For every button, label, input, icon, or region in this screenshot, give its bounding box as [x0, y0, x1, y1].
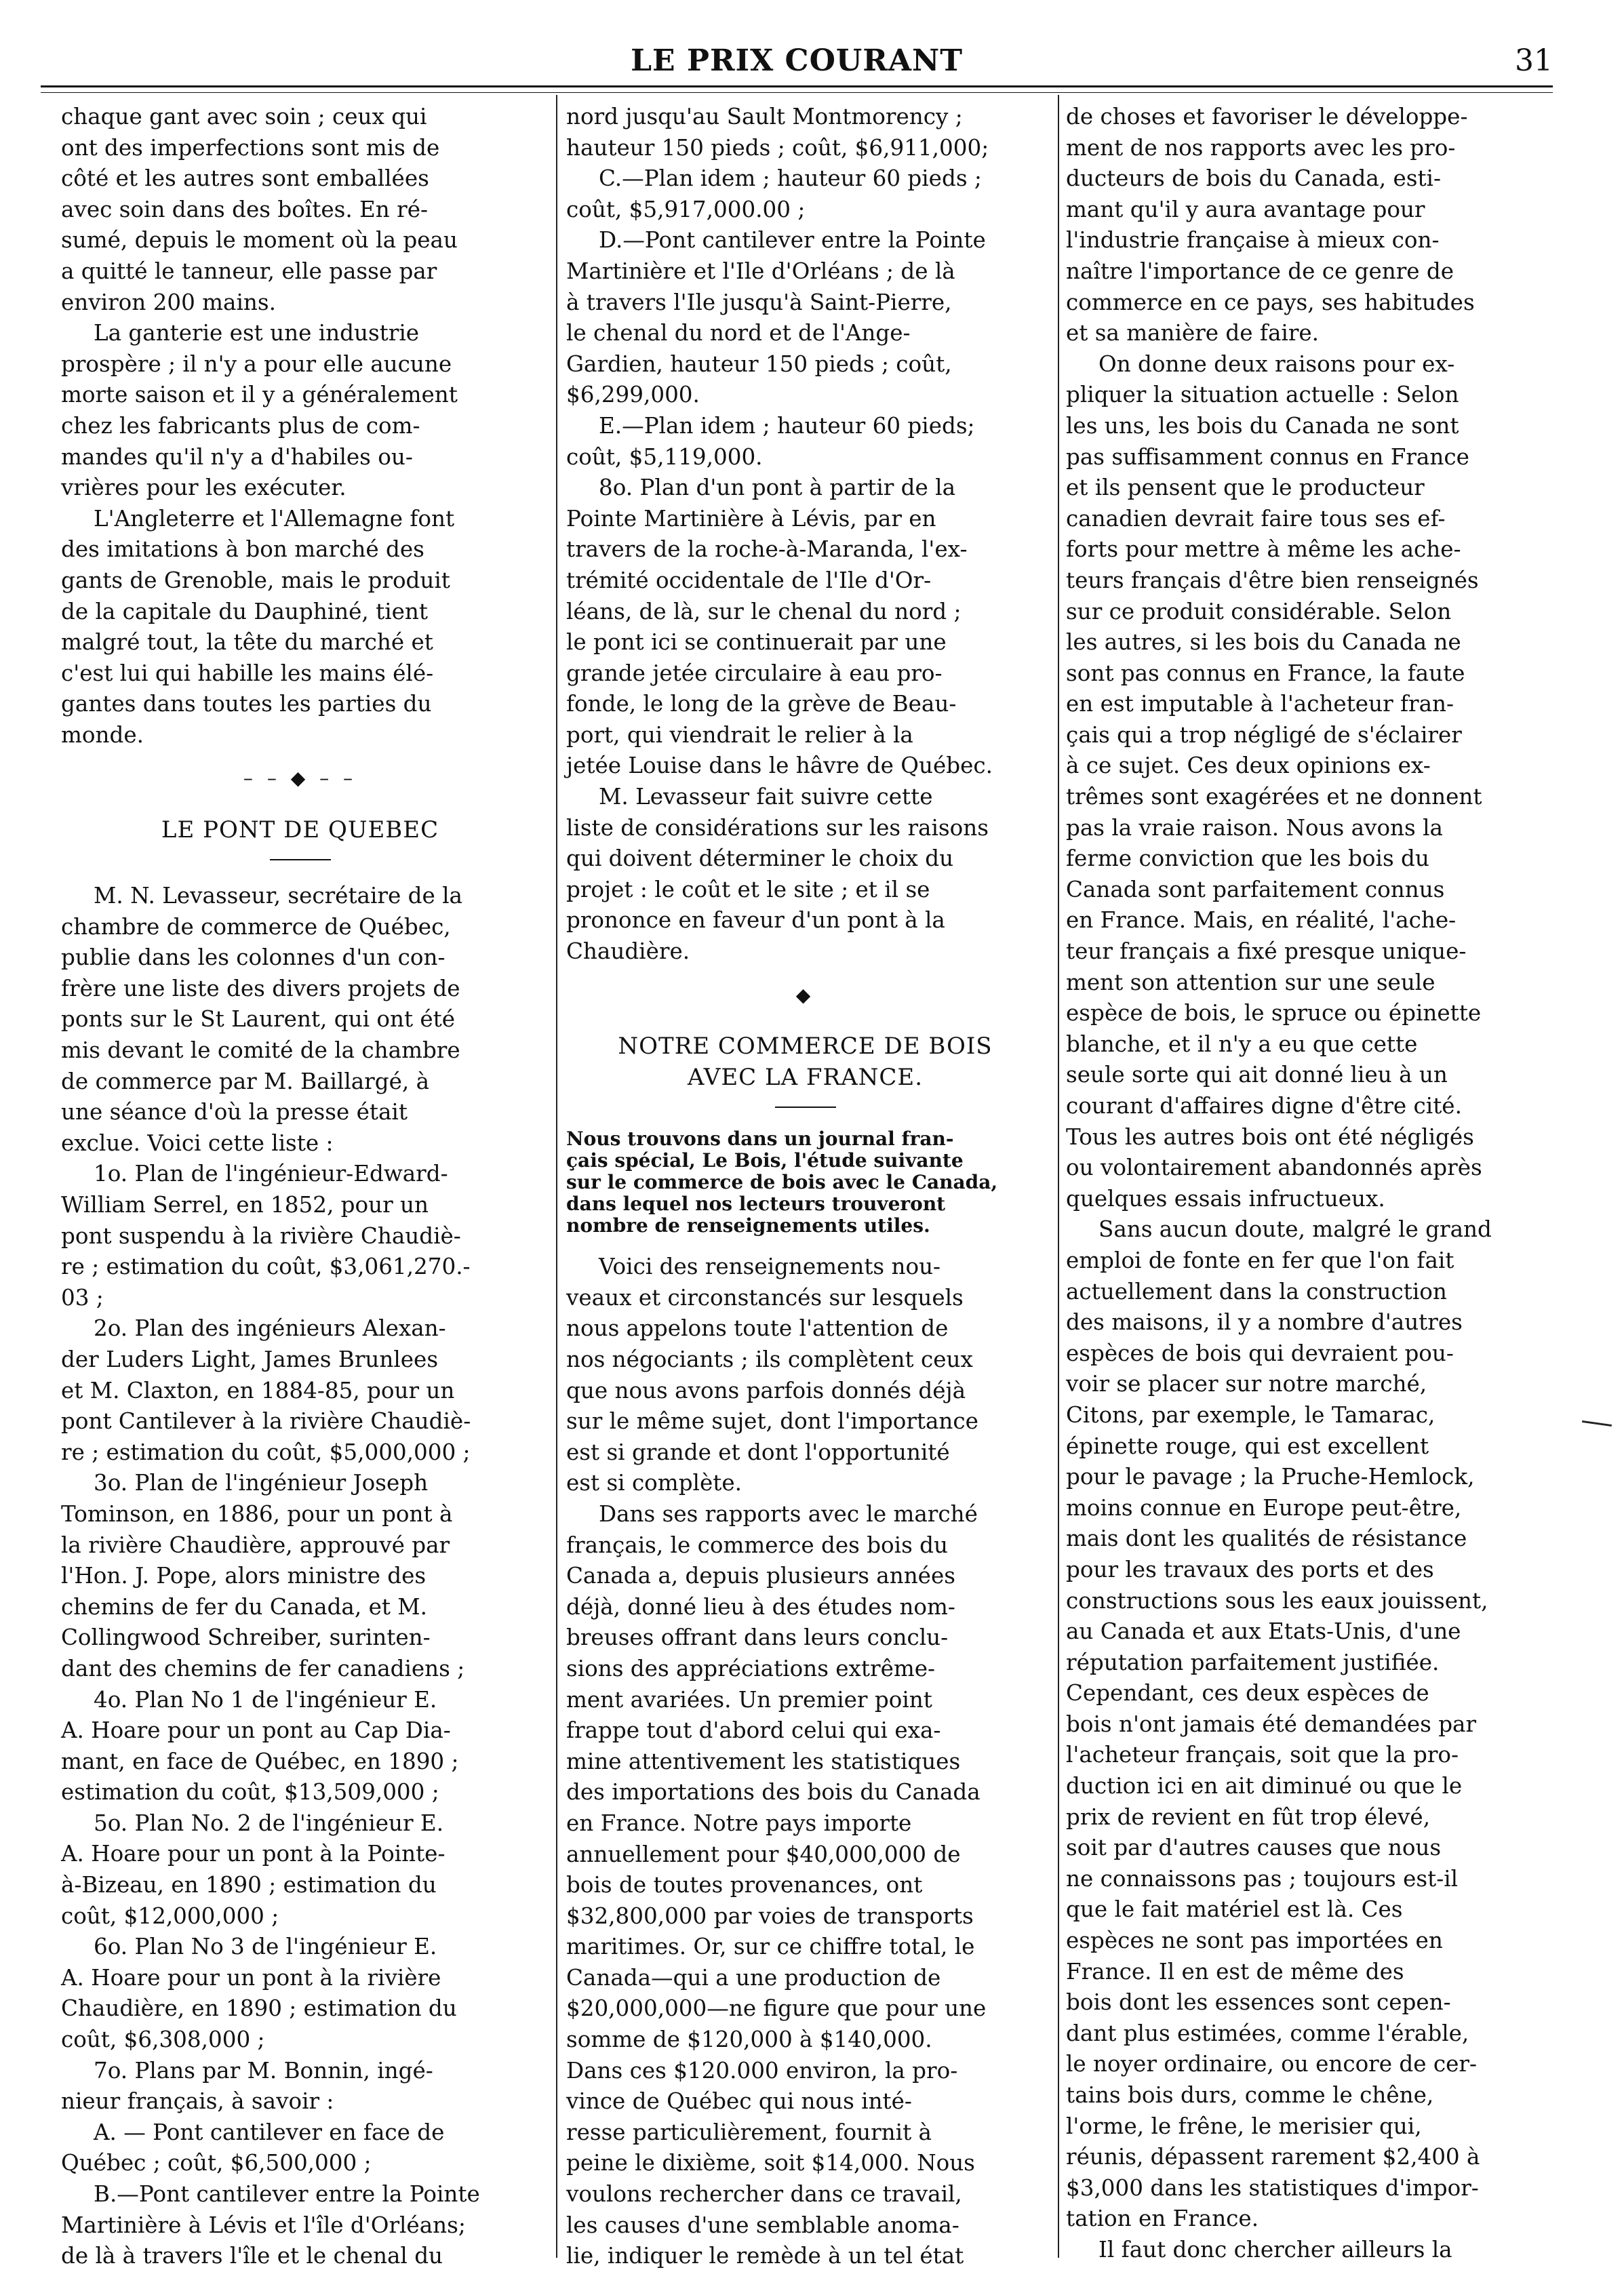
text-line: mine attentivement les statistiques — [566, 1748, 961, 1774]
text-line: coût, $6,308,000 ; — [61, 2027, 265, 2053]
text-line: çais qui a trop négligé de s'éclairer — [1066, 721, 1462, 748]
text-line: ment de nos rapports avec les pro- — [1066, 134, 1456, 161]
text-line: 6o. Plan No 3 de l'ingénieur E. — [94, 1934, 437, 1960]
text-line: le pont ici se continuerait par une — [566, 629, 947, 656]
text-line: dant des chemins de fer canadiens ; — [61, 1655, 465, 1681]
text-line: de là à travers l'île et le chenal du — [61, 2243, 443, 2269]
section-title-commerce-bois-2: AVEC LA FRANCE. — [687, 1064, 924, 1092]
text-line: jetée Louise dans le hâvre de Québec. — [566, 753, 993, 779]
header-rule-thin — [41, 92, 1553, 93]
text-line: l'acheteur français, soit que la pro- — [1066, 1742, 1459, 1768]
text-line: coût, $5,119,000. — [566, 443, 763, 470]
text-line: le chenal du nord et de l'Ange- — [566, 320, 911, 346]
text-line: français, le commerce des bois du — [566, 1532, 948, 1558]
column-1-text-a — [61, 102, 539, 751]
text-line: sur ce produit considérable. Selon — [1066, 598, 1452, 624]
text-line: sur le commerce de bois avec le Canada, — [566, 1171, 998, 1194]
section-ornament-2: ◆ — [795, 983, 815, 1006]
header-rule — [41, 85, 1553, 87]
text-line: morte saison et il y a généralement — [61, 382, 458, 408]
text-line: A. Hoare pour un pont au Cap Dia- — [61, 1717, 451, 1744]
text-line: espèces ne sont pas importées en — [1066, 1928, 1443, 1954]
text-line: seule sorte qui ait donné lieu à un — [1066, 1062, 1448, 1088]
text-line: une séance d'où la presse était — [61, 1099, 408, 1125]
text-line: Cependant, ces deux espèces de — [1066, 1680, 1429, 1707]
text-line: en France. Mais, en réalité, l'ache- — [1066, 907, 1457, 934]
text-line: sont pas connus en France, la faute — [1066, 660, 1465, 686]
text-line: nord jusqu'au Sault Montmorency ; — [566, 104, 963, 130]
text-line: nos négociants ; ils complètent ceux — [566, 1347, 973, 1372]
text-line: annuellement pour $40,000,000 de — [566, 1841, 961, 1867]
text-line: et M. Claxton, en 1884-85, pour un — [61, 1377, 455, 1403]
text-line: $20,000,000—ne figure que pour une — [566, 1995, 987, 2022]
text-line: travers de la roche-à-Maranda, l'ex- — [566, 536, 968, 563]
text-line: 03 ; — [61, 1284, 104, 1311]
text-line: qui doivent déterminer le choix du — [566, 845, 954, 872]
section-ornament: – – ◆ – – — [243, 767, 357, 790]
text-line: nombre de renseignements utiles. — [566, 1214, 930, 1237]
text-line: Tous les autres bois ont été négligés — [1066, 1123, 1474, 1150]
column-2-text-b — [566, 1252, 1044, 2272]
text-line: teurs français d'être bien renseignés — [1066, 567, 1479, 593]
text-line: frappe tout d'abord celui qui exa- — [566, 1717, 941, 1744]
text-line: constructions sous les eaux jouissent, — [1066, 1587, 1488, 1614]
text-line: ou volontairement abandonnés après — [1066, 1155, 1482, 1181]
column-3-text — [1066, 102, 1544, 2266]
text-line: 5o. Plan No. 2 de l'ingénieur E. — [94, 1810, 444, 1836]
text-line: de la capitale du Dauphiné, tient — [61, 598, 429, 624]
text-line: nous appelons toute l'attention de — [566, 1315, 949, 1342]
text-line: exclue. Voici cette liste : — [61, 1130, 334, 1156]
text-line: espèces de bois qui devraient pou- — [1066, 1340, 1454, 1366]
text-line: mais dont les qualités de résistance — [1066, 1526, 1467, 1552]
text-line: avec soin dans des boîtes. En ré- — [61, 196, 429, 222]
text-line: La ganterie est une industrie — [94, 320, 420, 346]
text-line: ducteurs de bois du Canada, esti- — [1066, 165, 1441, 192]
text-line: l'industrie française à mieux con- — [1066, 227, 1440, 254]
text-line: Chaudière. — [566, 938, 690, 965]
text-line: resse particulièrement, fournit à — [566, 2119, 932, 2145]
text-line: $6,299,000. — [566, 382, 700, 408]
text-line: B.—Pont cantilever entre la Pointe — [94, 2181, 480, 2207]
text-line: mant, en face de Québec, en 1890 ; — [61, 1748, 459, 1774]
text-line: Nous trouvons dans un journal fran- — [566, 1128, 954, 1151]
text-line: L'Angleterre et l'Allemagne font — [94, 505, 455, 532]
text-line: lie, indiquer le remède à un tel état — [566, 2243, 964, 2269]
text-line: les uns, les bois du Canada ne sont — [1066, 412, 1459, 439]
text-line: Voici des renseignements nou- — [599, 1254, 941, 1280]
text-line: la rivière Chaudière, approuvé par — [61, 1532, 450, 1558]
text-line: voir se placer sur notre marché, — [1066, 1371, 1427, 1397]
text-line: canadien devrait faire tous ses ef- — [1066, 505, 1446, 532]
text-line: trêmes sont exagérées et ne donnent — [1066, 784, 1482, 810]
text-line: Gardien, hauteur 150 pieds ; coût, — [566, 351, 952, 377]
text-line: fonde, le long de la grève de Beau- — [566, 691, 957, 717]
text-line: emploi de fonte en fer que l'on fait — [1066, 1247, 1454, 1273]
margin-mark — [1582, 1420, 1612, 1427]
text-line: des maisons, il y a nombre d'autres — [1066, 1309, 1463, 1336]
text-line: Martinière et l'Ile d'Orléans ; de là — [566, 258, 955, 284]
text-line: veaux et circonstancés sur lesquels — [566, 1284, 964, 1311]
text-line: actuellement dans la construction — [1066, 1278, 1447, 1304]
text-line: peine le dixième, soit $14,000. Nous — [566, 2150, 975, 2176]
text-line: William Serrel, en 1852, pour un — [61, 1192, 429, 1218]
text-line: M. Levasseur fait suivre cette — [599, 784, 933, 810]
text-line: soit par d'autres causes que nous — [1066, 1835, 1442, 1861]
text-line: que le fait matériel est là. Ces — [1066, 1896, 1403, 1923]
text-line: re ; estimation du coût, $3,061,270.- — [61, 1254, 471, 1280]
text-line: der Luders Light, James Brunlees — [61, 1346, 439, 1372]
text-line: somme de $120,000 à $140,000. — [566, 2027, 932, 2053]
section-title-pont-de-quebec: LE PONT DE QUEBEC — [161, 816, 439, 844]
text-line: sumé, depuis le moment où la peau — [61, 227, 458, 254]
text-line: à travers l'Ile jusqu'à Saint-Pierre, — [566, 289, 952, 315]
text-line: Canada a, depuis plusieurs années — [566, 1563, 955, 1589]
text-line: projet : le coût et le site ; et il se — [566, 876, 930, 902]
text-line: Collingwood Schreiber, surinten- — [61, 1625, 431, 1651]
text-line: Il faut donc chercher ailleurs la — [1098, 2236, 1452, 2263]
text-line: à ce sujet. Ces deux opinions ex- — [1066, 753, 1431, 779]
text-line: léans, de là, sur le chenal du nord ; — [566, 598, 962, 624]
text-line: chemins de fer du Canada, et M. — [61, 1593, 428, 1620]
text-line: naître l'importance de ce genre de — [1066, 258, 1454, 284]
text-line: C.—Plan idem ; hauteur 60 pieds ; — [599, 165, 982, 192]
text-line: déjà, donné lieu à des études nom- — [566, 1593, 955, 1620]
text-line: bois dont les essences sont cepen- — [1066, 1989, 1451, 2016]
page-number: 31 — [1515, 43, 1553, 78]
text-line: espèce de bois, le spruce ou épinette — [1066, 1000, 1482, 1027]
text-line: vince de Québec qui nous inté- — [566, 2088, 912, 2115]
text-line: réunis, dépassent rarement $2,400 à — [1066, 2144, 1480, 2170]
text-line: et sa manière de faire. — [1066, 320, 1320, 346]
text-line: c'est lui qui habille les mains élé- — [61, 660, 434, 686]
text-line: A. Hoare pour un pont à la Pointe- — [61, 1841, 445, 1867]
text-line: 7o. Plans par M. Bonnin, ingé- — [94, 2057, 433, 2084]
text-line: en France. Notre pays importe — [566, 1810, 912, 1836]
text-line: a quitté le tanneur, elle passe par — [61, 258, 437, 284]
text-line: France. Il en est de même des — [1066, 1958, 1404, 1985]
text-line: sur le même sujet, dont l'importance — [566, 1408, 978, 1435]
text-line: quelques essais infructueux. — [1066, 1185, 1385, 1212]
text-line: 1o. Plan de l'ingénieur-Edward- — [94, 1161, 448, 1187]
text-line: Citons, par exemple, le Tamarac, — [1066, 1401, 1435, 1428]
text-line: des importations des bois du Canada — [566, 1779, 981, 1806]
text-line: est si grande et dont l'opportunité — [566, 1439, 950, 1465]
text-line: pour les travaux des ports et des — [1066, 1556, 1434, 1582]
text-line: au Canada et aux Etats-Unis, d'une — [1066, 1618, 1461, 1645]
text-line: commerce en ce pays, ses habitudes — [1066, 289, 1475, 315]
text-line: mandes qu'il n'y a d'habiles ou- — [61, 443, 413, 470]
text-line: côté et les autres sont emballées — [61, 165, 429, 192]
text-line: breuses offrant dans leurs conclu- — [566, 1625, 949, 1651]
text-line: de choses et favoriser le développe- — [1066, 104, 1468, 130]
text-line: grande jetée circulaire à eau pro- — [566, 660, 943, 686]
text-line: Canada sont parfaitement connus — [1066, 876, 1445, 902]
page-title: LE PRIX COURANT — [631, 43, 963, 78]
text-line: A. — Pont cantilever en face de — [94, 2119, 445, 2145]
text-line: ne connaissons pas ; toujours est-il — [1066, 1865, 1459, 1892]
text-line: $3,000 dans les statistiques d'impor- — [1066, 2174, 1479, 2201]
text-line: prononce en faveur d'un pont à la — [566, 907, 945, 934]
text-line: Tominson, en 1886, pour un pont à — [61, 1500, 453, 1527]
text-line: et ils pensent que le producteur — [1066, 475, 1425, 501]
text-line: moins connue en Europe peut-être, — [1066, 1494, 1462, 1521]
text-line: hauteur 150 pieds ; coût, $6,911,000; — [566, 134, 989, 161]
intro-note — [566, 1128, 1044, 1237]
text-line: courant d'affaires digne d'être cité. — [1066, 1093, 1462, 1119]
text-line: A. Hoare pour un pont à la rivière — [61, 1964, 441, 1991]
text-line: Dans ses rapports avec le marché — [599, 1500, 978, 1527]
text-line: Chaudière, en 1890 ; estimation du — [61, 1995, 457, 2022]
text-line: liste de considérations sur les raisons — [566, 814, 989, 841]
text-line: nieur français, à savoir : — [61, 2088, 334, 2115]
text-line: Sans aucun doute, malgré le grand — [1098, 1216, 1492, 1243]
text-line: malgré tout, la tête du marché et — [61, 629, 433, 656]
text-line: pliquer la situation actuelle : Selon — [1066, 382, 1459, 408]
text-line: dant plus estimées, comme l'érable, — [1066, 2020, 1469, 2046]
text-line: ment son attention sur une seule — [1066, 969, 1435, 995]
text-line: frère une liste des divers projets de — [61, 975, 460, 1001]
text-line: vrières pour les exécuter. — [61, 475, 346, 501]
text-line: D.—Pont cantilever entre la Pointe — [599, 227, 986, 254]
text-line: que nous avons parfois donnés déjà — [566, 1377, 966, 1403]
text-line: chambre de commerce de Québec, — [61, 913, 451, 940]
text-line: environ 200 mains. — [61, 289, 276, 315]
text-line: dans lequel nos lecteurs trouveront — [566, 1193, 946, 1216]
text-line: prix de revient en fût trop élevé, — [1066, 1804, 1431, 1830]
text-line: pont Cantilever à la rivière Chaudiè- — [61, 1408, 471, 1435]
text-line: On donne deux raisons pour ex- — [1098, 351, 1455, 377]
text-line: Dans ces $120.000 environ, la pro- — [566, 2057, 958, 2084]
title-rule — [270, 859, 331, 860]
column-2 — [566, 102, 1044, 2272]
text-line: à-Bizeau, en 1890 ; estimation du — [61, 1872, 437, 1898]
column-divider-1 — [556, 95, 557, 2258]
text-line: ponts sur le St Laurent, qui ont été — [61, 1006, 456, 1033]
section-title-commerce-bois-1: NOTRE COMMERCE DE BOIS — [618, 1033, 993, 1060]
text-line: tains bois durs, comme le chêne, — [1066, 2082, 1434, 2108]
text-line: 3o. Plan de l'ingénieur Joseph — [94, 1470, 429, 1496]
text-line: Québec ; coût, $6,500,000 ; — [61, 2150, 372, 2176]
text-line: les causes d'une semblable anoma- — [566, 2212, 959, 2238]
text-line: chez les fabricants plus de com- — [61, 412, 420, 439]
text-line: pont suspendu à la rivière Chaudiè- — [61, 1222, 461, 1249]
text-line: pas la vraie raison. Nous avons la — [1066, 814, 1443, 841]
column-2-text-a — [566, 102, 1044, 968]
text-line: E.—Plan idem ; hauteur 60 pieds; — [599, 412, 975, 439]
column-1 — [61, 102, 539, 2272]
text-line: duction ici en ait diminué ou que le — [1066, 1773, 1463, 1799]
text-line: re ; estimation du coût, $5,000,000 ; — [61, 1439, 471, 1465]
text-line: le noyer ordinaire, ou encore de cer- — [1066, 2051, 1477, 2077]
title-rule-2 — [775, 1107, 836, 1108]
text-line: réputation parfaitement justifiée. — [1066, 1649, 1440, 1675]
text-line: voulons rechercher dans ce travail, — [566, 2181, 962, 2208]
text-line: tation en France. — [1066, 2206, 1259, 2232]
text-line: blanche, et il n'y a eu que cette — [1066, 1031, 1418, 1057]
column-3 — [1066, 102, 1544, 2266]
text-line: l'orme, le frêne, le merisier qui, — [1066, 2113, 1422, 2139]
text-line: en est imputable à l'acheteur fran- — [1066, 691, 1454, 717]
text-line: forts pour mettre à même les ache- — [1066, 536, 1461, 563]
text-line: Canada—qui a une production de — [566, 1964, 941, 1991]
text-line: coût, $5,917,000.00 ; — [566, 196, 806, 222]
text-line: épinette rouge, qui est excellent — [1066, 1433, 1429, 1459]
text-line: maritimes. Or, sur ce chiffre total, le — [566, 1934, 975, 1960]
text-line: de commerce par M. Baillargé, à — [61, 1068, 430, 1094]
text-line: gants de Grenoble, mais le produit — [61, 567, 450, 593]
text-line: port, qui viendrait le relier à la — [566, 721, 913, 748]
text-line: l'Hon. J. Pope, alors ministre des — [61, 1563, 427, 1589]
text-line: Martinière à Lévis et l'île d'Orléans; — [61, 2212, 466, 2238]
column-divider-2 — [1058, 95, 1059, 2258]
text-line: estimation du coût, $13,509,000 ; — [61, 1779, 439, 1806]
text-line: mis devant le comité de la chambre — [61, 1037, 460, 1064]
text-line: ont des imperfections sont mis de — [61, 134, 440, 161]
text-line: est si complète. — [566, 1470, 742, 1496]
text-line: Pointe Martinière à Lévis, par en — [566, 505, 936, 532]
text-line: 4o. Plan No 1 de l'ingénieur E. — [94, 1686, 437, 1713]
text-line: sions des appréciations extrême- — [566, 1655, 936, 1681]
text-line: M. N. Levasseur, secrétaire de la — [94, 883, 462, 909]
column-1-text-b — [61, 881, 539, 2272]
text-line: pour le pavage ; la Pruche-Hemlock, — [1066, 1464, 1475, 1490]
text-line: mant qu'il y aura avantage pour — [1066, 196, 1425, 222]
text-line: çais spécial, Le Bois, l'étude suivante — [566, 1149, 964, 1172]
text-line: chaque gant avec soin ; ceux qui — [61, 104, 427, 130]
text-line: les autres, si les bois du Canada ne — [1066, 629, 1461, 656]
text-line: 8o. Plan d'un pont à partir de la — [599, 475, 956, 501]
text-line: ment avariées. Un premier point — [566, 1686, 932, 1713]
text-line: bois n'ont jamais été demandées par — [1066, 1711, 1477, 1737]
text-line: publie dans les colonnes d'un con- — [61, 944, 445, 971]
text-line: trémité occidentale de l'Ile d'Or- — [566, 567, 932, 593]
text-line: gantes dans toutes les parties du — [61, 691, 432, 717]
text-line: 2o. Plan des ingénieurs Alexan- — [94, 1315, 446, 1342]
text-line: ferme conviction que les bois du — [1066, 845, 1429, 872]
text-line: prospère ; il n'y a pour elle aucune — [61, 351, 452, 377]
text-line: coût, $12,000,000 ; — [61, 1902, 279, 1929]
text-line: $32,800,000 par voies de transports — [566, 1902, 974, 1929]
text-line: bois de toutes provenances, ont — [566, 1872, 923, 1898]
page-header — [41, 39, 1553, 87]
text-line: teur français a fixé presque unique- — [1066, 938, 1467, 965]
text-line: des imitations à bon marché des — [61, 536, 424, 563]
text-line: pas suffisamment connus en France — [1066, 443, 1469, 470]
text-line: monde. — [61, 721, 144, 748]
